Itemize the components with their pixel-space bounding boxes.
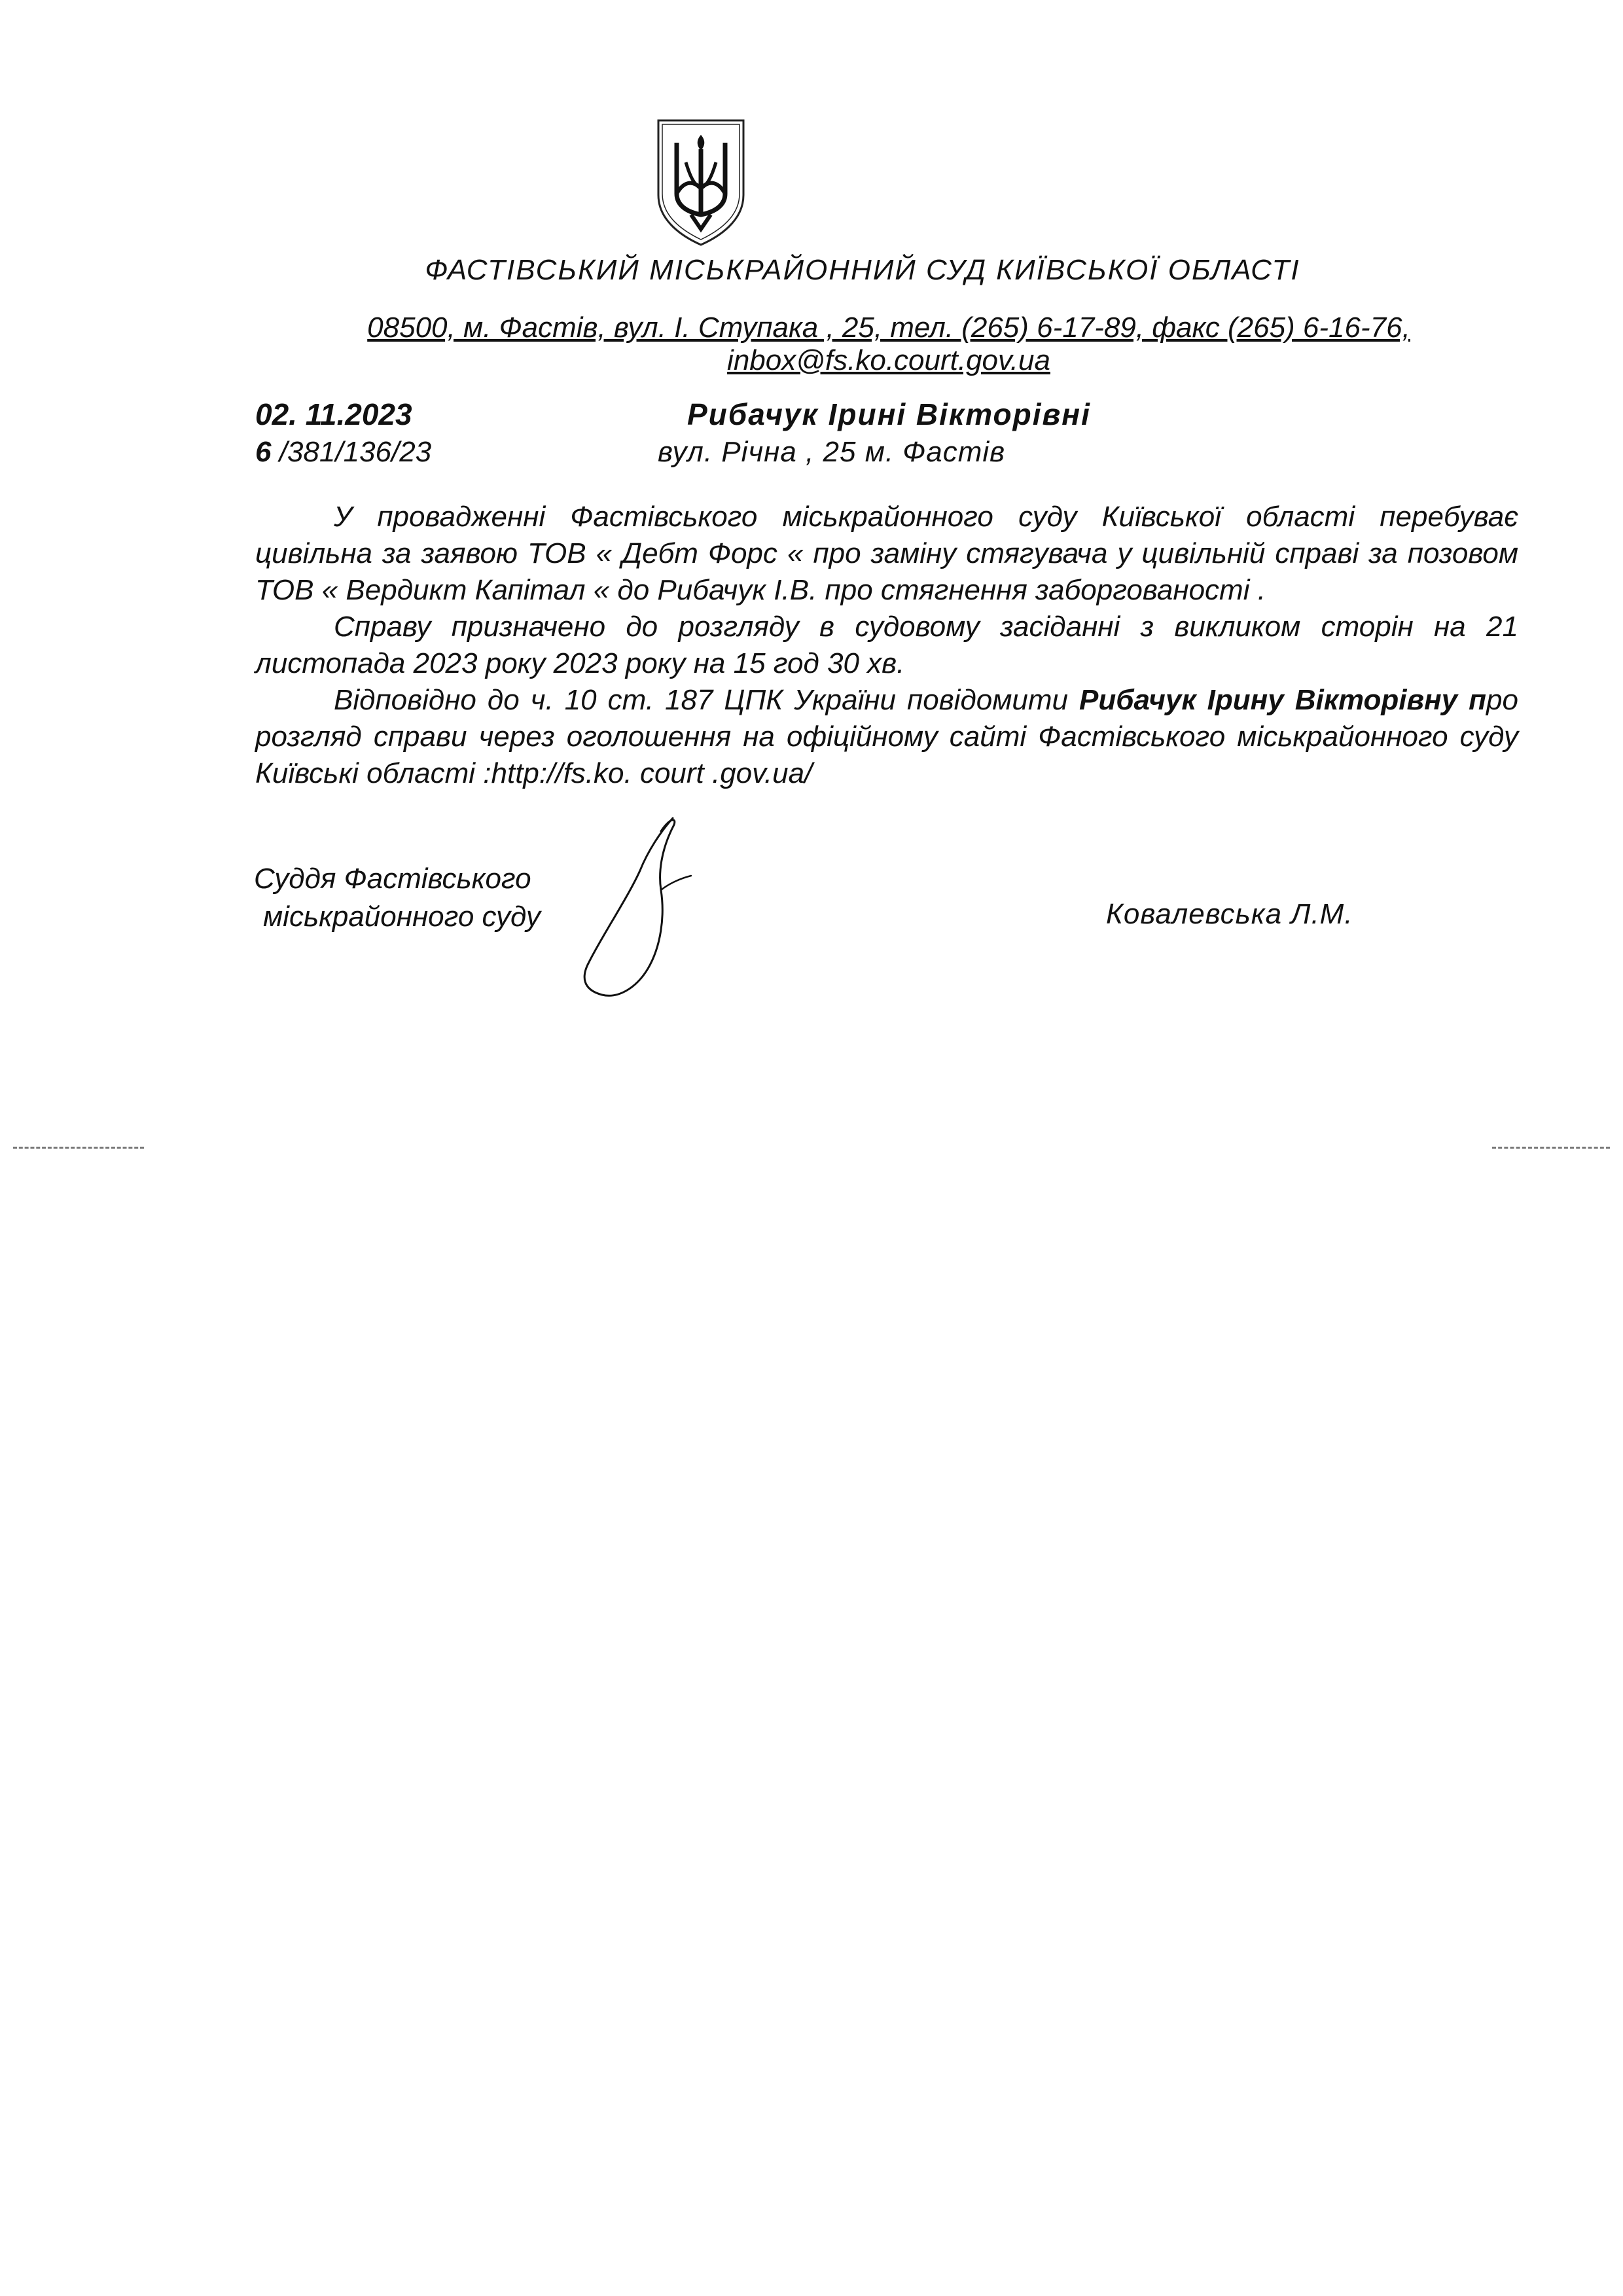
recipient-name: Рибачук Ірині Вікторівні	[687, 397, 1091, 431]
case-number-rest: /381/136/23	[271, 436, 432, 468]
case-number-prefix: 6	[255, 436, 272, 468]
recipient-address: вул. Річна , 25 м. Фастів	[658, 436, 1006, 468]
paragraph-notification-name: Рибачук Ірину Вікторівну п	[1079, 684, 1487, 716]
judge-title-line1: Суддя Фастівського	[254, 863, 531, 895]
paragraph-notification-start: Відповідно до ч. 10 ст. 187 ЦПК України повідомити	[334, 684, 1079, 716]
judge-title-line2: міськрайонного суду	[263, 901, 541, 933]
case-number	[255, 436, 431, 469]
scan-artifact-right	[1492, 1147, 1610, 1149]
coat-of-arms-icon	[653, 117, 749, 247]
handwritten-signature	[563, 805, 713, 1001]
notice-body	[255, 499, 1518, 792]
paragraph-proceedings: У провадженні Фастівського міськрайонного суду Київської області перебуває цивільна за заявою ТОВ « Дебт Форс « про заміну стягувача у цивільній справі за позовом ТОВ « Вердикт Капітал « до Рибачук І.В. про стягнення заборгованості .	[255, 501, 1518, 606]
judge-name: Ковалевська Л.М.	[1106, 898, 1353, 930]
court-email: inbox@fs.ko.court.gov.ua	[727, 344, 1050, 376]
paragraph-notification-end: ро розгляд справи через оголошення на офіційному сайті Фастівського міськрайонного суду Київські області :http://fs.ko. court .gov.ua/	[255, 684, 1518, 789]
paragraph-hearing: Справу призначено до розгляду в судовому засіданні з викликом сторін на 21 листопада 2023 року 2023 року на 15 год 30 хв.	[255, 611, 1518, 679]
paragraph-notification	[255, 682, 1518, 792]
court-address: 08500, м. Фастів, вул. І. Ступака , 25, тел. (265) 6-17-89, факс (265) 6-16-76,	[367, 312, 1410, 344]
scan-artifact-left	[13, 1147, 144, 1149]
court-name: ФАСТІВСЬКИЙ МІСЬКРАЙОННИЙ СУД КИЇВСЬКОЇ ОБЛАСТІ	[425, 254, 1300, 286]
document-date: 02. 11.2023	[255, 397, 412, 431]
